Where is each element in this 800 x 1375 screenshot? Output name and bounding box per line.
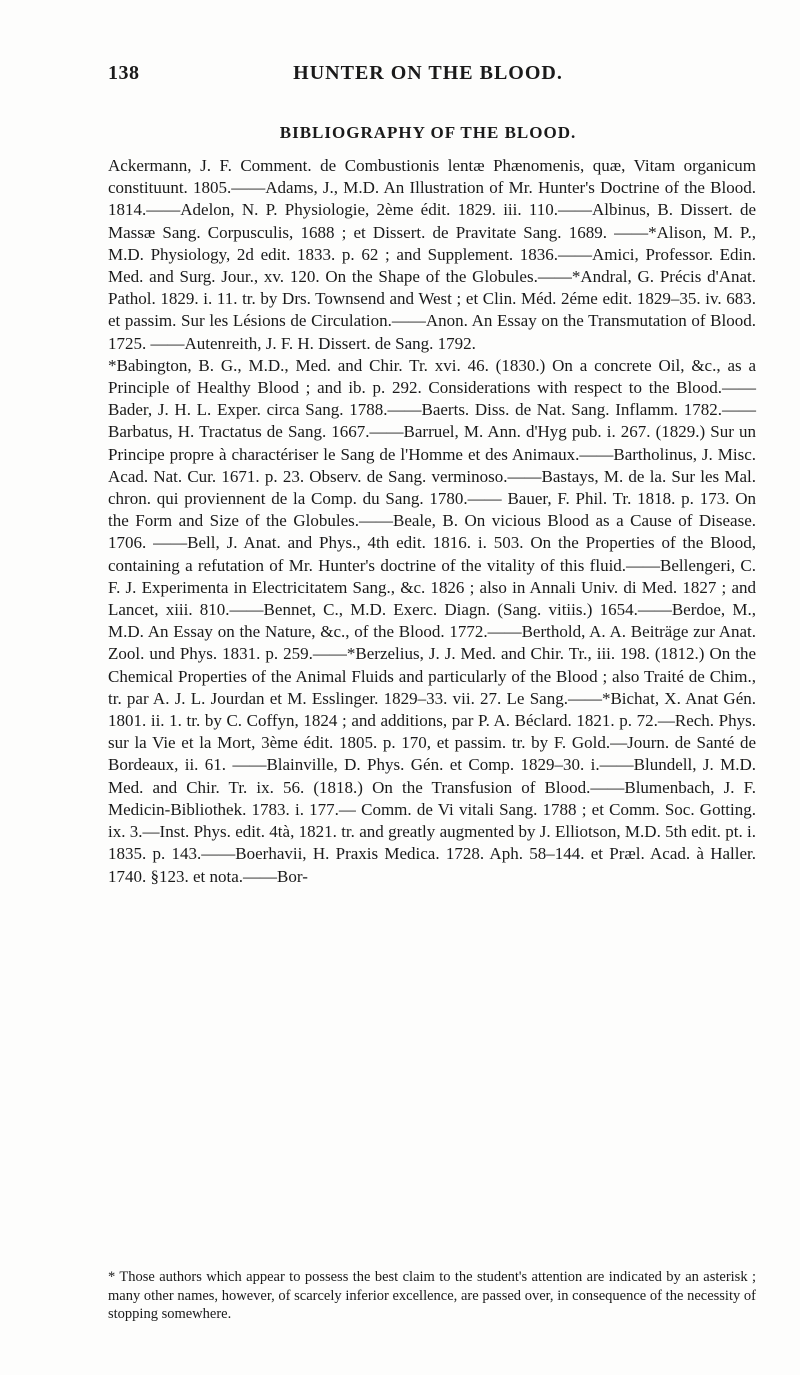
section-title: BIBLIOGRAPHY OF THE BLOOD. xyxy=(279,123,577,142)
running-head xyxy=(108,62,748,90)
footnote: * Those authors which appear to possess the best claim to the student's attention are indicated by an asterisk ; many other names, however, of scarcely inferior excellence, are passed over, in consequence of the necessity of stopping somewhere. xyxy=(108,1269,756,1322)
bibliography-paragraph-a: Ackermann, J. F. Comment. de Combustionis lentæ Phænomenis, quæ, Vitam organicum constituunt. 1805.——Adams, J., M.D. An Illustration of Mr. Hunter's Doctrine of the Blood. 1814.——Adelon, N. P. Physiologie, 2ème édit. 1829. iii. 110.——Albinus, B. Dissert. de Massæ Sang. Corpusculis, 1688 ; et Dissert. de Pravitate Sang. 1689. ——*Alison, M. P., M.D. Physiology, 2d edit. 1833. p. 62 ; and Supplement. 1836.——Amici, Professor. Edin. Med. and Surg. Jour., xv. 120. On the Shape of the Globules.——*Andral, G. Précis d'Anat. Pathol. 1829. i. 11. tr. by Drs. Townsend and West ; et Clin. Méd. 2éme edit. 1829–35. iv. 683. et passim. Sur les Lésions de Circulation.——Anon. An Essay on the Transmutation of Blood. 1725. ——Autenreith, J. F. H. Dissert. de Sang. 1792. xyxy=(108,156,756,353)
bibliography-paragraph-b: *Babington, B. G., M.D., Med. and Chir. Tr. xvi. 46. (1830.) On a concrete Oil, &c., as a Principle of Healthy Blood ; and ib. p. 292. Considerations with respect to the Blood.——Bader, J. H. L. Exper. circa Sang. 1788.——Baerts. Diss. de Nat. Sang. Inflamm. 1782.—— Barbatus, H. Tractatus de Sang. 1667.——Barruel, M. Ann. d'Hyg pub. i. 267. (1829.) Sur un Principe propre à charactériser le Sang de l'Homme et des Animaux.——Bartholinus, J. Misc. Acad. Nat. Cur. 1671. p. 23. Observ. de Sang. verminoso.——Bastays, M. de la. Sur les Mal. chron. qui proviennent de la Comp. du Sang. 1780.—— Bauer, F. Phil. Tr. 1818. p. 173. On the Form and Size of the Globules.——Beale, B. On vicious Blood as a Cause of Disease. 1706. ——Bell, J. Anat. and Phys., 4th edit. 1816. i. 503. On the Properties of the Blood, containing a refutation of Mr. Hunter's doctrine of the vitality of this fluid.——Bellengeri, C. F. J. Experimenta in Electricitatem Sang., &c. 1826 ; also in Annali Univ. di Med. 1827 ; and Lancet, xiii. 810.——Bennet, C., M.D. Exerc. Diagn. (Sang. vitiis.) 1654.——Berdoe, M., M.D. An Essay on the Nature, &c., of the Blood. 1772.——Berthold, A. A. Beiträge zur Anat. Zool. und Phys. 1831. p. 259.——*Berzelius, J. J. Med. and Chir. Tr., iii. 198. (1812.) On the Chemical Properties of the Animal Fluids and particularly of the Blood ; also Traité de Chim., tr. par A. J. L. Jourdan et M. Esslinger. 1829–33. vii. 27. Le Sang.——*Bichat, X. Anat Gén. 1801. ii. 1. tr. by C. Coffyn, 1824 ; and additions, par P. A. Béclard. 1821. p. 72.—Rech. Phys. sur la Vie et la Mort, 3ème édit. 1805. p. 170, et passim. tr. by F. Gold.—Journ. de Santé de Bordeaux, ii. 61. ——Blainville, D. Phys. Gén. et Comp. 1829–30. i.——Blundell, J. M.D. Med. and Chir. Tr. ix. 56. (1818.) On the Transfusion of Blood.——Blumenbach, J. F. Medicin-Bibliothek. 1783. i. 177.— Comm. de Vi vitali Sang. 1788 ; et Comm. Soc. Gotting. ix. 3.—Inst. Phys. edit. 4tà, 1821. tr. and greatly augmented by J. Elliotson, M.D. 5th edit. pt. i. 1835. p. 143.——Boerhavii, H. Praxis Medica. 1728. Aph. 58–144. et Præl. Acad. à Haller. 1740. §123. et nota.——Bor- xyxy=(108,355,756,886)
page-number: 138 xyxy=(108,62,140,84)
bibliography-body xyxy=(108,155,756,888)
running-title: HUNTER ON THE BLOOD. xyxy=(293,62,563,84)
